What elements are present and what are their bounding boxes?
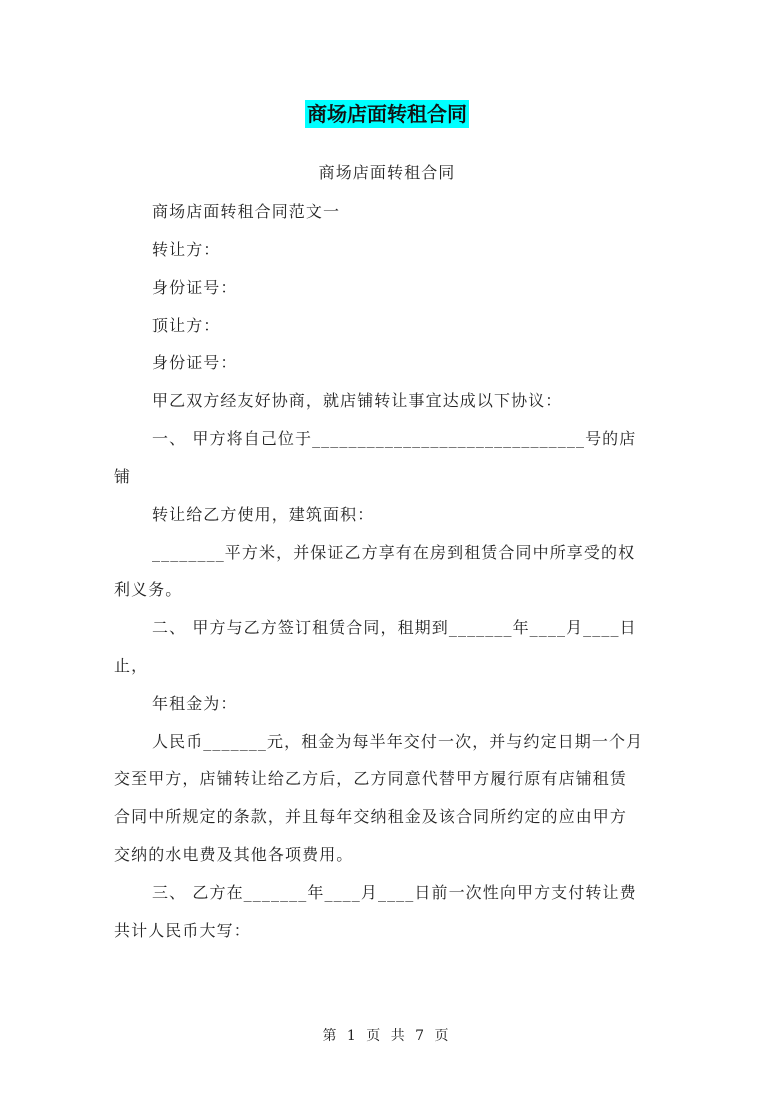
paragraph-line: 交至甲方，店铺转让给乙方后，乙方同意代替甲方履行原有店铺租赁 xyxy=(114,769,628,788)
paragraph-line: 交纳的水电费及其他各项费用。 xyxy=(114,845,354,864)
paragraph-line: 转让给乙方使用，建筑面积： xyxy=(152,505,375,524)
document-title-text: 商场店面转租合同 xyxy=(307,102,467,126)
document-title xyxy=(0,98,774,127)
paragraph-line: 二、 甲方与乙方签订租赁合同，租期到_______年____月____日 xyxy=(152,618,637,637)
paragraph-line: 身份证号： xyxy=(152,278,238,297)
paragraph-line: ________平方米，并保证乙方享有在房到租赁合同中所享受的权 xyxy=(152,543,636,562)
paragraph-line: 商场店面转租合同范文一 xyxy=(152,202,341,221)
paragraph-line: 年租金为： xyxy=(152,694,238,713)
page-indicator: 第 1 页 共 7 页 xyxy=(322,1028,452,1044)
paragraph-line: 顶让方： xyxy=(152,316,221,335)
paragraph-line: 转让方： xyxy=(152,240,221,259)
paragraph-line: 止， xyxy=(114,656,149,675)
paragraph-line: 共计人民币大写： xyxy=(114,921,251,940)
paragraph-line: 三、 乙方在_______年____月____日前一次性向甲方支付转让费 xyxy=(152,883,637,902)
document-subtitle: 商场店面转租合同 xyxy=(318,163,456,182)
paragraph-line: 合同中所规定的条款，并且每年交纳租金及该合同所约定的应由甲方 xyxy=(114,807,628,826)
paragraph-line: 身份证号： xyxy=(152,353,238,372)
paragraph-line: 人民币_______元，租金为每半年交付一次，并与约定日期一个月 xyxy=(152,732,644,751)
paragraph-line: 铺 xyxy=(114,467,132,486)
paragraph-line: 利义务。 xyxy=(114,580,183,599)
paragraph-line: 一、 甲方将自己位于______________________________号的店 xyxy=(152,429,637,448)
paragraph-line: 甲乙双方经友好协商，就店铺转让事宜达成以下协议： xyxy=(152,391,563,410)
